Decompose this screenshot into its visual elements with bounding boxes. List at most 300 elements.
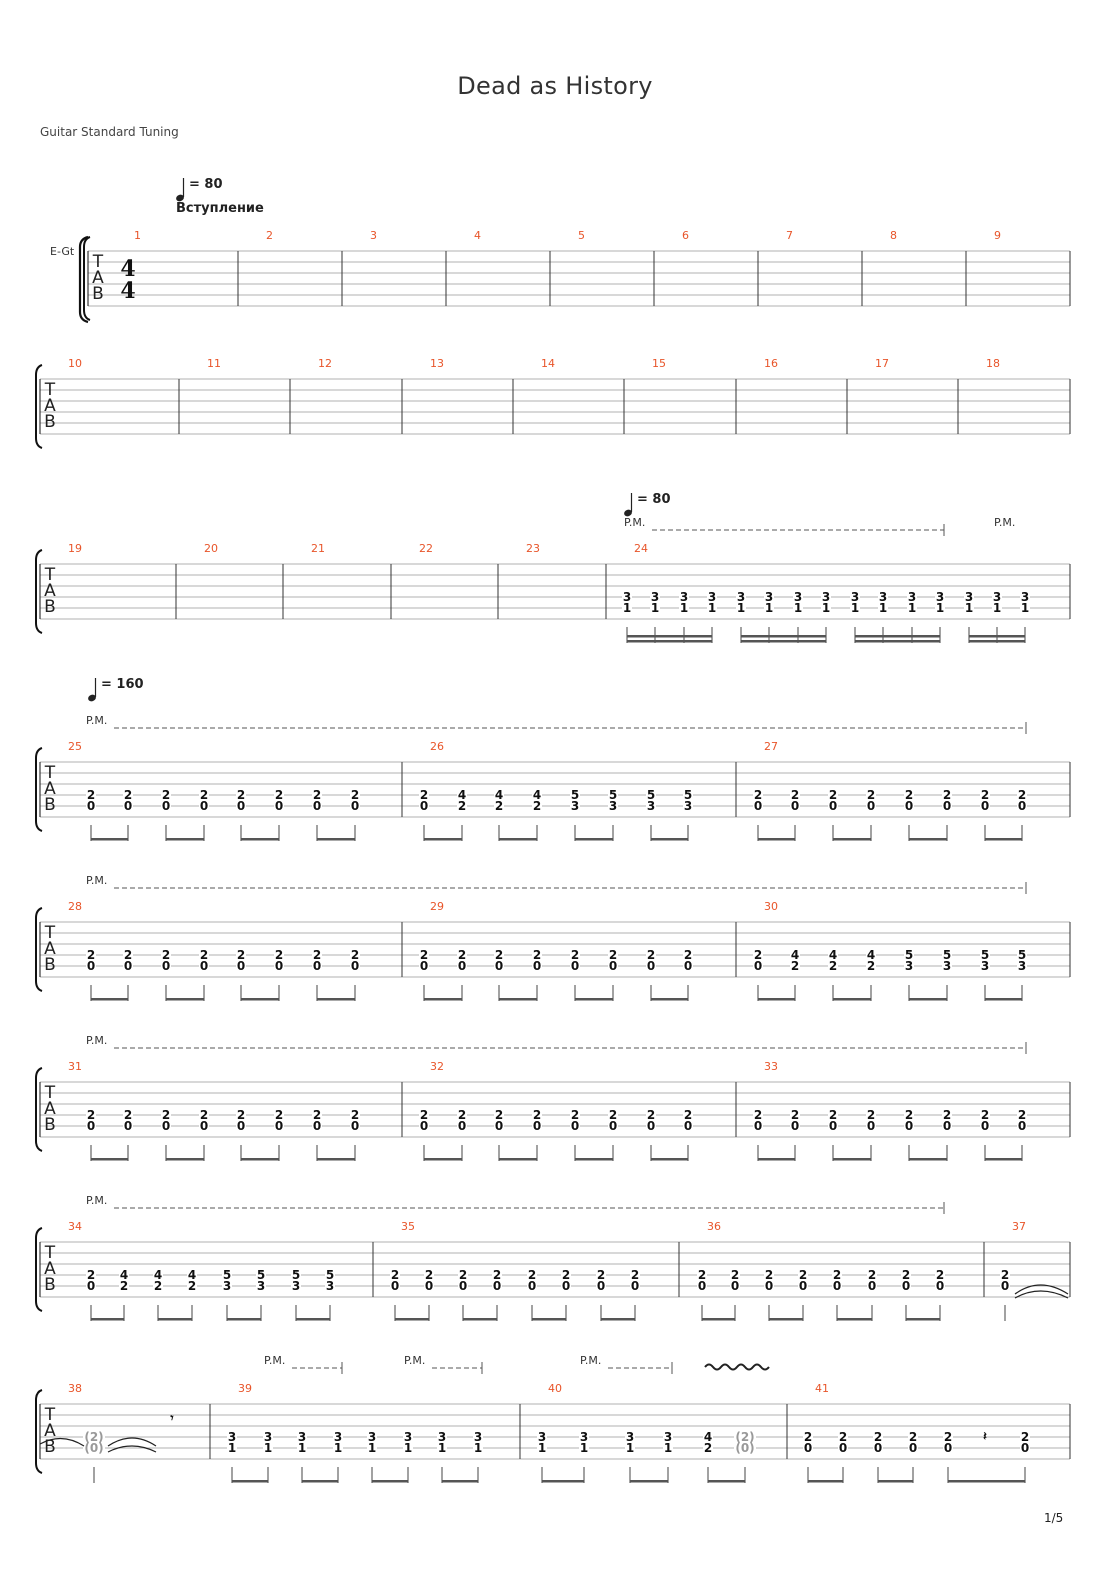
quarter-rest-icon: 𝄽 [983, 1429, 987, 1443]
fret-number: (2) [735, 1430, 755, 1444]
fret-number: 0 [980, 799, 990, 813]
fret-number: 2 [935, 1268, 945, 1282]
fret-number: 2 [236, 948, 246, 962]
tab-letter-b: B [44, 795, 56, 815]
beam [499, 838, 537, 841]
fret-number: 0 [561, 1279, 571, 1293]
tab-letter-t: T [44, 1243, 56, 1263]
fret-number: 0 [527, 1279, 537, 1293]
beam [948, 1480, 1025, 1483]
fret-number: 0 [838, 1441, 848, 1455]
fret-number: 3 [473, 1430, 483, 1444]
fret-number: 1 [1020, 601, 1030, 615]
measure-number: 19 [68, 542, 82, 555]
beam [741, 640, 826, 643]
fret-number: 0 [274, 959, 284, 973]
beam [91, 1158, 128, 1161]
fret-number: 3 [1020, 590, 1030, 604]
beam [651, 1158, 688, 1161]
fret-number: 3 [992, 590, 1002, 604]
fret-number: 1 [263, 1441, 273, 1455]
fret-number: 1 [333, 1441, 343, 1455]
fret-number: 1 [622, 601, 632, 615]
fret-number: 0 [274, 1119, 284, 1133]
fret-number: 0 [908, 1441, 918, 1455]
fret-number: 2 [683, 1108, 693, 1122]
fret-number: 2 [199, 788, 209, 802]
fret-number: 1 [764, 601, 774, 615]
tab-letter-b: B [44, 597, 56, 617]
fret-number: 2 [161, 948, 171, 962]
fret-number: 0 [596, 1279, 606, 1293]
fret-number: 2 [419, 1108, 429, 1122]
fret-number: 0 [630, 1279, 640, 1293]
beam [575, 1158, 613, 1161]
fret-number: 0 [123, 959, 133, 973]
tab-letter-b: B [92, 284, 104, 304]
measure-number: 34 [68, 1220, 82, 1233]
fret-number: 3 [227, 1430, 237, 1444]
beam [758, 1158, 795, 1161]
measure-number: 40 [548, 1382, 562, 1395]
tab-letter-t: T [44, 763, 56, 783]
beam [227, 1318, 261, 1321]
tab-letter-a: A [44, 939, 56, 959]
beam [741, 635, 826, 638]
fret-number: 1 [367, 1441, 377, 1455]
fret-number: 2 [492, 1268, 502, 1282]
staff-bracket [84, 237, 90, 320]
fret-number: 3 [878, 590, 888, 604]
fret-number: 2 [646, 1108, 656, 1122]
fret-number: 0 [935, 1279, 945, 1293]
fret-number: 0 [753, 959, 763, 973]
fret-number: 2 [457, 799, 467, 813]
fret-number: 2 [838, 1430, 848, 1444]
fret-number: 0 [683, 1119, 693, 1133]
measure-number: 14 [541, 357, 555, 370]
tuning-label: Guitar Standard Tuning [40, 125, 179, 139]
fret-number: 3 [764, 590, 774, 604]
tab-letter-t: T [44, 923, 56, 943]
fret-number: 0 [753, 1119, 763, 1133]
fret-number: 4 [828, 948, 838, 962]
fret-number: 2 [1017, 788, 1027, 802]
beam [317, 1158, 355, 1161]
tab-letter-a: A [44, 779, 56, 799]
palm-mute-label: P.M. [86, 714, 108, 727]
fret-number: 5 [904, 948, 914, 962]
fret-number: 0 [608, 959, 618, 973]
beam [532, 1318, 566, 1321]
beam [302, 1480, 338, 1483]
time-signature-numerator: 4 [120, 256, 136, 282]
tab-letter-a: A [44, 1099, 56, 1119]
fret-number: 1 [579, 1441, 589, 1455]
beam [855, 640, 940, 643]
fret-number: 2 [419, 948, 429, 962]
beam [833, 838, 871, 841]
fret-number: 2 [790, 788, 800, 802]
fret-number: 5 [683, 788, 693, 802]
fret-number: 3 [297, 1430, 307, 1444]
fret-number: 1 [736, 601, 746, 615]
fret-number: 1 [850, 601, 860, 615]
beam [909, 838, 947, 841]
palm-mute-label: P.M. [86, 1194, 108, 1207]
tie-arc [108, 1438, 156, 1446]
beam [808, 1480, 843, 1483]
measure-number: 8 [890, 229, 897, 242]
fret-number: 1 [878, 601, 888, 615]
staff-bracket [36, 1068, 42, 1151]
fret-number: 2 [980, 788, 990, 802]
beam [424, 1158, 462, 1161]
measure-number: 41 [815, 1382, 829, 1395]
palm-mute-label: P.M. [264, 1354, 286, 1367]
fret-number: 0 [86, 959, 96, 973]
measure-number: 17 [875, 357, 889, 370]
fret-number: 0 [608, 1119, 618, 1133]
measure-number: 2 [266, 229, 273, 242]
beam [499, 998, 537, 1001]
fret-number: 0 [419, 799, 429, 813]
fret-number: (0) [84, 1441, 104, 1455]
fret-number: 2 [790, 959, 800, 973]
beam [769, 1318, 803, 1321]
fret-number: 4 [119, 1268, 129, 1282]
measure-number: 6 [682, 229, 689, 242]
fret-number: 2 [419, 788, 429, 802]
fret-number: 0 [419, 959, 429, 973]
beam [575, 998, 613, 1001]
fret-number: 0 [1000, 1279, 1010, 1293]
instrument-label: E-Gt [50, 245, 75, 258]
measure-number: 23 [526, 542, 540, 555]
fret-number: 0 [350, 799, 360, 813]
fret-number: 3 [622, 590, 632, 604]
fret-number: 0 [646, 959, 656, 973]
fret-number: 3 [964, 590, 974, 604]
fret-number: 2 [86, 788, 96, 802]
fret-number: 5 [608, 788, 618, 802]
fret-number: 0 [390, 1279, 400, 1293]
fret-number: 0 [161, 799, 171, 813]
fret-number: 1 [992, 601, 1002, 615]
fret-number: 0 [828, 1119, 838, 1133]
fret-number: 2 [943, 1430, 953, 1444]
fret-number: 2 [608, 1108, 618, 1122]
fret-number: 2 [730, 1268, 740, 1282]
fret-number: 3 [625, 1430, 635, 1444]
fret-number: 0 [901, 1279, 911, 1293]
beam [372, 1480, 408, 1483]
beam [542, 1480, 584, 1483]
fret-number: 2 [86, 948, 96, 962]
fret-number: 3 [1017, 959, 1027, 973]
beam [232, 1480, 268, 1483]
measure-number: 21 [311, 542, 325, 555]
fret-number: 4 [153, 1268, 163, 1282]
fret-number: 3 [263, 1430, 273, 1444]
fret-number: 5 [1017, 948, 1027, 962]
fret-number: 0 [798, 1279, 808, 1293]
beam [651, 998, 688, 1001]
song-title: Dead as History [457, 72, 653, 100]
beam [833, 998, 871, 1001]
fret-number: 0 [86, 799, 96, 813]
fret-number: 2 [532, 948, 542, 962]
fret-number: 3 [646, 799, 656, 813]
measure-number: 27 [764, 740, 778, 753]
beam [91, 998, 128, 1001]
fret-number: (2) [84, 1430, 104, 1444]
beam [909, 998, 947, 1001]
fret-number: 2 [457, 948, 467, 962]
beam [758, 998, 795, 1001]
measure-number: 5 [578, 229, 585, 242]
fret-number: 0 [943, 1441, 953, 1455]
measure-number: 24 [634, 542, 648, 555]
beam [708, 1480, 745, 1483]
fret-number: 2 [274, 788, 284, 802]
section-label: Вступление [176, 201, 264, 216]
fret-number: 3 [850, 590, 860, 604]
fret-number: 2 [236, 1108, 246, 1122]
fret-number: 1 [793, 601, 803, 615]
fret-number: 3 [222, 1279, 232, 1293]
fret-number: 0 [312, 1119, 322, 1133]
tab-letter-t: T [92, 252, 104, 272]
fret-number: 2 [274, 948, 284, 962]
tab-letter-a: A [44, 1421, 56, 1441]
fret-number: 0 [942, 799, 952, 813]
fret-number: 2 [790, 1108, 800, 1122]
fret-number: 0 [942, 1119, 952, 1133]
fret-number: 3 [904, 959, 914, 973]
beam [627, 640, 712, 643]
fret-number: 2 [86, 1268, 96, 1282]
fret-number: 1 [537, 1441, 547, 1455]
measure-number: 16 [764, 357, 778, 370]
fret-number: 2 [753, 788, 763, 802]
fret-number: 2 [119, 1279, 129, 1293]
beam [601, 1318, 635, 1321]
fret-number: 3 [821, 590, 831, 604]
fret-number: 3 [663, 1430, 673, 1444]
tab-letter-t: T [44, 565, 56, 585]
fret-number: 2 [123, 1108, 133, 1122]
beam [241, 998, 279, 1001]
staff-bracket [36, 748, 42, 831]
fret-number: 2 [123, 788, 133, 802]
beam [985, 998, 1022, 1001]
measure-number: 31 [68, 1060, 82, 1073]
fret-number: 2 [596, 1268, 606, 1282]
fret-number: 2 [424, 1268, 434, 1282]
measure-number: 7 [786, 229, 793, 242]
palm-mute-label: P.M. [994, 516, 1016, 529]
fret-number: 3 [793, 590, 803, 604]
beam [837, 1318, 872, 1321]
staff-bracket [36, 1390, 42, 1473]
fret-number: 0 [904, 1119, 914, 1133]
fret-number: 0 [457, 959, 467, 973]
beam [166, 838, 204, 841]
fret-number: (0) [735, 1441, 755, 1455]
fret-number: 2 [697, 1268, 707, 1282]
staff-bracket [36, 550, 42, 633]
fret-number: 2 [942, 1108, 952, 1122]
fret-number: 3 [683, 799, 693, 813]
fret-number: 2 [646, 948, 656, 962]
fret-number: 5 [325, 1268, 335, 1282]
fret-number: 2 [161, 1108, 171, 1122]
fret-number: 0 [424, 1279, 434, 1293]
fret-number: 0 [873, 1441, 883, 1455]
fret-number: 4 [703, 1430, 713, 1444]
fret-number: 0 [86, 1119, 96, 1133]
fret-number: 4 [866, 948, 876, 962]
fret-number: 4 [790, 948, 800, 962]
beam [296, 1318, 330, 1321]
fret-number: 1 [473, 1441, 483, 1455]
beam [395, 1318, 429, 1321]
fret-number: 0 [646, 1119, 656, 1133]
tab-letter-a: A [44, 396, 56, 416]
fret-number: 2 [199, 1108, 209, 1122]
fret-number: 0 [350, 1119, 360, 1133]
beam [909, 1158, 947, 1161]
fret-number: 2 [630, 1268, 640, 1282]
fret-number: 0 [790, 1119, 800, 1133]
fret-number: 3 [403, 1430, 413, 1444]
fret-number: 5 [256, 1268, 266, 1282]
fret-number: 0 [86, 1279, 96, 1293]
fret-number: 2 [753, 948, 763, 962]
fret-number: 4 [457, 788, 467, 802]
measure-number: 9 [994, 229, 1001, 242]
fret-number: 2 [904, 1108, 914, 1122]
beam [651, 838, 688, 841]
fret-number: 0 [458, 1279, 468, 1293]
fret-number: 5 [222, 1268, 232, 1282]
fret-number: 0 [236, 959, 246, 973]
fret-number: 0 [199, 799, 209, 813]
fret-number: 2 [153, 1279, 163, 1293]
beam [317, 838, 355, 841]
fret-number: 0 [492, 1279, 502, 1293]
fret-number: 0 [312, 959, 322, 973]
fret-number: 4 [187, 1268, 197, 1282]
fret-number: 2 [161, 788, 171, 802]
beam [855, 635, 940, 638]
fret-number: 2 [866, 1108, 876, 1122]
fret-number: 4 [532, 788, 542, 802]
fret-number: 2 [703, 1441, 713, 1455]
fret-number: 3 [980, 959, 990, 973]
fret-number: 0 [764, 1279, 774, 1293]
fret-number: 1 [437, 1441, 447, 1455]
fret-number: 2 [866, 788, 876, 802]
fret-number: 3 [437, 1430, 447, 1444]
measure-number: 36 [707, 1220, 721, 1233]
fret-number: 1 [821, 601, 831, 615]
fret-number: 2 [798, 1268, 808, 1282]
fret-number: 2 [236, 788, 246, 802]
fret-number: 3 [942, 959, 952, 973]
tab-letter-b: B [44, 412, 56, 432]
fret-number: 2 [753, 1108, 763, 1122]
measure-number: 13 [430, 357, 444, 370]
fret-number: 2 [494, 948, 504, 962]
fret-number: 0 [980, 1119, 990, 1133]
fret-number: 2 [570, 1108, 580, 1122]
tempo-marking: = 160 [101, 677, 144, 692]
tab-letter-t: T [44, 1405, 56, 1425]
fret-number: 0 [697, 1279, 707, 1293]
fret-number: 0 [199, 959, 209, 973]
fret-number: 2 [828, 1108, 838, 1122]
measure-number: 4 [474, 229, 481, 242]
measure-number: 39 [238, 1382, 252, 1395]
beam [833, 1158, 871, 1161]
palm-mute-label: P.M. [624, 516, 646, 529]
fret-number: 5 [942, 948, 952, 962]
beam [499, 1158, 537, 1161]
palm-mute-label: P.M. [404, 1354, 426, 1367]
tab-letter-a: A [92, 268, 104, 288]
measure-number: 1 [134, 229, 141, 242]
tab-letter-b: B [44, 1115, 56, 1135]
fret-number: 2 [908, 1430, 918, 1444]
fret-number: 2 [683, 948, 693, 962]
fret-number: 2 [828, 788, 838, 802]
beam [878, 1480, 913, 1483]
beam [241, 838, 279, 841]
fret-number: 2 [532, 799, 542, 813]
fret-number: 2 [350, 788, 360, 802]
tab-letter-t: T [44, 1083, 56, 1103]
fret-number: 1 [935, 601, 945, 615]
measure-number: 26 [430, 740, 444, 753]
fret-number: 3 [256, 1279, 266, 1293]
palm-mute-label: P.M. [86, 874, 108, 887]
fret-number: 0 [494, 1119, 504, 1133]
measure-number: 33 [764, 1060, 778, 1073]
measure-number: 3 [370, 229, 377, 242]
beam [969, 635, 1025, 638]
fret-number: 5 [980, 948, 990, 962]
fret-number: 2 [390, 1268, 400, 1282]
fret-number: 1 [227, 1441, 237, 1455]
fret-number: 2 [764, 1268, 774, 1282]
fret-number: 1 [650, 601, 660, 615]
fret-number: 0 [683, 959, 693, 973]
beam [241, 1158, 279, 1161]
fret-number: 3 [367, 1430, 377, 1444]
fret-number: 2 [803, 1430, 813, 1444]
tempo-marking: = 80 [637, 492, 671, 507]
measure-number: 37 [1012, 1220, 1026, 1233]
measure-number: 30 [764, 900, 778, 913]
eighth-rest-icon: 𝄾 [170, 1411, 174, 1425]
fret-number: 2 [942, 788, 952, 802]
fret-number: 5 [570, 788, 580, 802]
fret-number: 0 [866, 799, 876, 813]
fret-number: 0 [803, 1441, 813, 1455]
fret-number: 3 [608, 799, 618, 813]
